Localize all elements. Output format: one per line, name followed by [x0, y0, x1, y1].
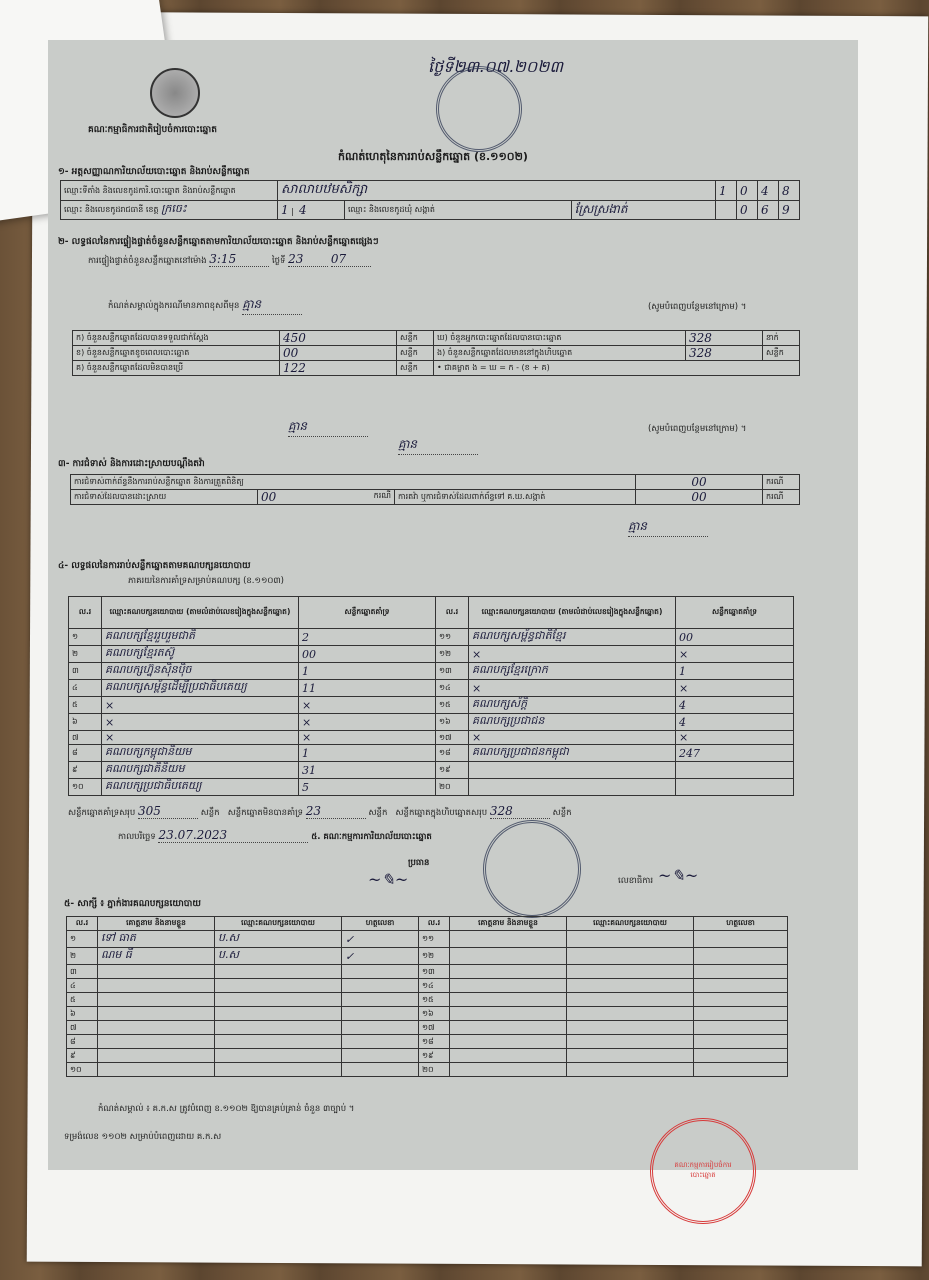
witness-no-right: ១២: [419, 948, 450, 965]
party-votes-left: ×: [299, 697, 436, 714]
party-name-left: គណបក្សខ្មែរតស៊ូ: [102, 646, 299, 663]
witness-sign-right: [694, 1035, 788, 1049]
note2-suffix: (សូមបំពេញបន្ថែមនៅក្រោម) ។: [648, 424, 747, 434]
section3-note: [108, 518, 708, 537]
witness-party-left: [215, 979, 342, 993]
witness-row: [67, 993, 788, 1007]
witness-name-right: [450, 1007, 567, 1021]
note2-line: [108, 418, 368, 437]
witness-name-left: ទៅ ធាត: [98, 931, 215, 948]
chair-signature: ~✎~: [368, 870, 409, 889]
total-box-label: សន្លឹកឆ្នោតក្នុងហិបឆ្នោតសរុប: [395, 808, 488, 818]
witness-party-left: [215, 1049, 342, 1063]
witness-row: [67, 979, 788, 993]
witness-party-right: [567, 993, 694, 1007]
note2-value: គ្មាន: [288, 418, 368, 437]
section4-heading: ៤- លទ្ធផលនៃការរាប់សន្លឹកឆ្នោតតាមគណបក្សនយោបាយ: [58, 561, 251, 571]
witness-name-left: [98, 965, 215, 979]
witness-party-left: [215, 1063, 342, 1077]
party-name-right: [469, 779, 676, 796]
witness-no-left: ៨: [67, 1035, 98, 1049]
witness-name-right: [450, 1035, 567, 1049]
witness-row: [67, 1021, 788, 1035]
party-name-right: [469, 762, 676, 779]
row1-label: ឈ្មោះទីតាំង និងលេខកូដការិ.បោះឆ្នោត និងរាប់សន្លឹកឆ្នោត: [61, 181, 278, 201]
party-name-left: ×: [102, 697, 299, 714]
count-d-unit: នាក់: [763, 331, 800, 346]
party-no-right: ១៦: [436, 714, 469, 731]
count-a-label: ក) ចំនួនសន្លឹកឆ្នោតដែលបានទទួលជាក់ស្តែង: [73, 331, 280, 346]
witness-name-right: [450, 948, 567, 965]
objection-1-value: 00: [636, 475, 763, 490]
objection-2b-label: ការតវ៉ា ឬការជំទាស់ដែលពាក់ព័ន្ធទៅ គ.ឃ.សង្កាត់: [395, 490, 636, 505]
witness-no-left: ៣: [67, 965, 98, 979]
party-no-left: ៦: [69, 714, 102, 731]
total-box: 328: [490, 804, 550, 819]
witness-row: [67, 1035, 788, 1049]
party-no-right: ២០: [436, 779, 469, 796]
party-row: [69, 663, 794, 680]
section2-counts-table: [72, 330, 800, 376]
row2-code-2: 4: [298, 203, 307, 217]
party-no-left: ៣: [69, 663, 102, 680]
party-no-right: ១៧: [436, 731, 469, 745]
party-no-right: ១៩: [436, 762, 469, 779]
witness-no-right: ១៨: [419, 1035, 450, 1049]
party-no-left: ១: [69, 629, 102, 646]
row2-commune-label: ឈ្មោះ និងលេខកូដឃុំ សង្កាត់: [345, 201, 572, 220]
party-no-right: ១៤: [436, 680, 469, 697]
party-votes-left: 2: [299, 629, 436, 646]
witness-party-right: [567, 1063, 694, 1077]
party-name-left: ×: [102, 731, 299, 745]
row2-commune-code-1: 0: [737, 201, 758, 220]
witness-sign-left: [342, 1007, 419, 1021]
party-row: [69, 680, 794, 697]
witness-party-left: ប.ស: [215, 931, 342, 948]
witness-sign-left: [342, 1049, 419, 1063]
section4-sub: ភាគរយនៃការគាំទ្រសម្រាប់គណបក្ស (ខ.១១០៣): [128, 576, 284, 586]
witness-party-right: [567, 1007, 694, 1021]
witness-row: [67, 1063, 788, 1077]
witness-sign-right: [694, 948, 788, 965]
witness-name-left: [98, 1035, 215, 1049]
witness-party-right: [567, 948, 694, 965]
witness-sign-left: [342, 1063, 419, 1077]
party-votes-left: ×: [299, 731, 436, 745]
party-row: [69, 646, 794, 663]
count-b-label: ខ) ចំនួនសន្លឹកឆ្នោតខូចពេលបោះឆ្នោត: [73, 346, 280, 361]
party-votes-left: 31: [299, 762, 436, 779]
witness-party-left: [215, 965, 342, 979]
note3-value: គ្មាន: [398, 436, 478, 455]
party-no-left: ៩: [69, 762, 102, 779]
witness-row: [67, 1049, 788, 1063]
witness-sign-left: [342, 1021, 419, 1035]
objection-1-unit: ករណី: [763, 475, 800, 490]
objection-2-cell: [258, 490, 395, 505]
w-col-no-left: ល.រ: [67, 917, 98, 931]
committee-label: ៥. គណៈកម្មការការិយាល័យបោះឆ្នោត: [311, 832, 432, 842]
witness-no-left: ៥: [67, 993, 98, 1007]
count-b-value: 00: [280, 346, 397, 361]
row2-label-text: ឈ្មោះ និងលេខកូដរាជធានី ខេត្ត: [64, 205, 159, 214]
party-votes-left: 11: [299, 680, 436, 697]
witness-table: [66, 916, 788, 1077]
w-col-no-right: ល.រ: [419, 917, 450, 931]
total-box-unit: សន្លឹក: [552, 808, 572, 818]
witness-name-left: [98, 993, 215, 1007]
witness-name-right: [450, 1063, 567, 1077]
total-valid-label: សន្លឹកឆ្នោតគាំទ្រសរុប: [68, 808, 136, 818]
party-row: [69, 779, 794, 796]
row2-commune: ស្រែស្រងាត់: [571, 201, 715, 220]
party-name-right: ×: [469, 646, 676, 663]
witness-sign-right: [694, 1063, 788, 1077]
party-votes-right: 4: [676, 714, 794, 731]
witness-sign-left: ✓: [342, 931, 419, 948]
col-no-left: ល.រ: [69, 597, 102, 629]
col-votes-left: សន្លឹកឆ្នោតគាំទ្រ: [299, 597, 436, 629]
party-name-right: គណបក្សស័ក្តិ: [469, 697, 676, 714]
witness-row: [67, 931, 788, 948]
count-d-value: 328: [686, 331, 763, 346]
party-no-left: ៨: [69, 745, 102, 762]
org-emblem: [150, 68, 200, 118]
footer: ទម្រង់លេខ ១១០២ សម្រាប់បំពេញដោយ គ.ក.ស: [64, 1132, 222, 1142]
party-no-right: ១៥: [436, 697, 469, 714]
note-line: [108, 296, 302, 315]
witness-no-right: ១៦: [419, 1007, 450, 1021]
party-votes-right: ×: [676, 680, 794, 697]
party-votes-right: [676, 762, 794, 779]
total-invalid-label: សន្លឹកឆ្នោតមិនបានគាំទ្រ: [227, 808, 304, 818]
witness-sign-left: [342, 965, 419, 979]
col-no-right: ល.រ: [436, 597, 469, 629]
form-print: [48, 40, 858, 1170]
footnote: កំណត់សម្គាល់ ៖ គ.ក.ស ត្រូវបំពេញ ខ.១១០២ ឱ្យបានគ្រប់គ្រាន់ ចំនួន ៣ច្បាប់ ។: [98, 1104, 355, 1114]
row2-code-blank: [716, 201, 737, 220]
witness-party-right: [567, 1049, 694, 1063]
count-a-unit: សន្លឹក: [397, 331, 434, 346]
objection-2b-unit: ករណី: [763, 490, 800, 505]
stamp-red-text: គណៈកម្មការរៀបចំការបោះឆ្នោត: [674, 1161, 732, 1179]
witness-sign-right: [694, 1021, 788, 1035]
witness-row: [67, 965, 788, 979]
section1-heading: ១- អត្តសញ្ញាណការិយាល័យបោះឆ្នោត និងរាប់សន្លឹកឆ្នោត: [58, 167, 250, 177]
witness-no-left: ៧: [67, 1021, 98, 1035]
party-votes-left: 1: [299, 745, 436, 762]
party-no-left: ១០: [69, 779, 102, 796]
witness-sign-left: ✓: [342, 948, 419, 965]
witness-no-right: ១៤: [419, 979, 450, 993]
section5-heading: ៥- សាក្សី ៖ ភ្នាក់ងារគណបក្សនយោបាយ: [64, 899, 201, 909]
witness-name-right: [450, 993, 567, 1007]
party-name-right: គណបក្សសម្ព័ន្ធជាតិខ្មែរ: [469, 629, 676, 646]
witness-party-right: [567, 979, 694, 993]
party-no-right: ១១: [436, 629, 469, 646]
party-name-left: គណបក្សហ្វ៊ុនស៊ិនប៉ិច: [102, 663, 299, 680]
date-label: ថ្ងៃទី: [271, 256, 286, 266]
note-suffix: (សូមបំពេញបន្ថែមនៅក្រោម) ។: [648, 302, 747, 312]
witness-sign-right: [694, 931, 788, 948]
party-no-right: ១២: [436, 646, 469, 663]
witness-sign-right: [694, 993, 788, 1007]
party-votes-left: 1: [299, 663, 436, 680]
witness-row: [67, 948, 788, 965]
party-name-right: គណបក្សប្រជាជនកម្ពុជា: [469, 745, 676, 762]
party-row: [69, 731, 794, 745]
witness-party-left: [215, 1021, 342, 1035]
party-rows: [69, 629, 794, 796]
col-party-left: ឈ្មោះគណបក្សនយោបាយ (តាមលំដាប់លេខរៀងក្នុងសន្លឹកឆ្នោត): [102, 597, 299, 629]
row2-code: 1 | 4: [278, 201, 345, 220]
section3-heading: ៣- ការជំទាស់ និងការដោះស្រាយបណ្តឹងតវ៉ា: [58, 459, 205, 469]
row2-label: [61, 201, 278, 220]
party-row: [69, 714, 794, 731]
party-results-table: [68, 596, 794, 796]
section2-heading: ២- លទ្ធផលនៃការផ្ទៀងផ្ទាត់ចំនួនសន្លឹកឆ្នោតតាមការិយាល័យបោះឆ្នោត និងរាប់សន្លឹកឆ្នោតផ្សេងៗ: [58, 237, 379, 247]
total-valid-unit: សន្លឹក: [200, 808, 220, 818]
handwritten-date: ថ្ងៃទី២៣.០៧.២០២៣: [428, 57, 564, 76]
objection-2-label: ការជំទាស់ដែលបានដោះស្រាយ: [71, 490, 258, 505]
note-value: គ្មាន: [242, 296, 302, 315]
form-title: កំណត់ហេតុនៃការរាប់សន្លឹកឆ្នោត (ខ.១១០២): [338, 150, 528, 163]
totals-line: [68, 804, 794, 820]
note-label: កំណត់សម្គាល់ក្នុងករណីមានភាពខុសពីមុន: [108, 301, 240, 311]
party-name-left: គណបក្សជាតិនិយម: [102, 762, 299, 779]
count-c-label: គ) ចំនួនសន្លឹកឆ្នោតដែលមិនបានប្រើ: [73, 361, 280, 376]
witness-sign-right: [694, 979, 788, 993]
date-value: 23: [288, 252, 328, 267]
section3-table: [70, 474, 800, 505]
row1-code-1: 1: [716, 181, 737, 201]
stamp-top: [436, 66, 522, 152]
objection-2-value: 00: [261, 490, 277, 504]
row2-province: ក្រចេះ: [161, 202, 187, 215]
party-name-left: គណបក្សខ្មែររួបរួមជាតិ: [102, 629, 299, 646]
party-name-right: គណបក្សខ្មែរក្រោក: [469, 663, 676, 680]
party-name-left: គណបក្សប្រជាធិបតេយ្យ: [102, 779, 299, 796]
witness-no-right: ១៣: [419, 965, 450, 979]
w-col-name-right: គោត្តនាម និងនាមខ្លួន: [450, 917, 567, 931]
time-label: ការផ្ទៀងផ្ទាត់ចំនួនសន្លឹកឆ្នោតនៅម៉ោង: [88, 256, 207, 266]
objection-2-unit: ករណី: [373, 491, 391, 500]
party-votes-left: 5: [299, 779, 436, 796]
row1-code-2: 0: [737, 181, 758, 201]
witness-name-left: [98, 1021, 215, 1035]
witness-row: [67, 1007, 788, 1021]
row1-value: សាលាបឋមសិក្សា: [278, 181, 716, 201]
count-c-unit: សន្លឹក: [397, 361, 434, 376]
stamp-red: [650, 1118, 756, 1224]
witness-party-right: [567, 931, 694, 948]
witness-party-left: [215, 993, 342, 1007]
party-votes-left: 00: [299, 646, 436, 663]
party-name-right: ×: [469, 680, 676, 697]
section1-table: [60, 180, 800, 220]
witness-sign-right: [694, 1007, 788, 1021]
row1-code-4: 8: [779, 181, 800, 201]
w-col-party-left: ឈ្មោះគណបក្សនយោបាយ: [215, 917, 342, 931]
witness-name-left: [98, 979, 215, 993]
party-row: [69, 745, 794, 762]
witness-rows: [67, 931, 788, 1077]
month-value: 07: [331, 252, 371, 267]
witness-sign-left: [342, 1035, 419, 1049]
party-no-left: ៧: [69, 731, 102, 745]
witness-name-right: [450, 979, 567, 993]
party-votes-right: [676, 779, 794, 796]
row2-commune-code-3: 9: [779, 201, 800, 220]
witness-no-left: ១: [67, 931, 98, 948]
count-c-value: 122: [280, 361, 397, 376]
count-d-label: ឃ) ចំនួនអ្នកបោះឆ្នោតដែលបានបោះឆ្នោត: [434, 331, 686, 346]
w-col-sign-right: ហត្ថលេខា: [694, 917, 788, 931]
count-formula: • ជាគម្លាត ង = ឃ = ក - (ខ + គ): [434, 361, 800, 376]
party-name-left: ×: [102, 714, 299, 731]
party-no-right: ១៣: [436, 663, 469, 680]
witness-name-left: ណម ធី: [98, 948, 215, 965]
row2-code-1: 1: [281, 203, 289, 217]
witness-party-right: [567, 1035, 694, 1049]
count-e-unit: សន្លឹក: [763, 346, 800, 361]
note3-line: [108, 436, 478, 455]
signature-date-line: [118, 828, 432, 844]
party-votes-right: 4: [676, 697, 794, 714]
col-party-right: ឈ្មោះគណបក្សនយោបាយ (តាមលំដាប់លេខរៀងក្នុងសន្លឹកឆ្នោត): [469, 597, 676, 629]
witness-no-right: ២០: [419, 1063, 450, 1077]
witness-no-left: ១០: [67, 1063, 98, 1077]
total-valid: 305: [138, 804, 198, 819]
witness-no-right: ១៥: [419, 993, 450, 1007]
witness-sign-left: [342, 993, 419, 1007]
party-votes-right: 00: [676, 629, 794, 646]
date-label-bottom: កាលបរិច្ឆេទ: [118, 832, 156, 842]
witness-no-left: ៤: [67, 979, 98, 993]
party-name-left: គណបក្សសម្ព័ន្ធដើម្បីប្រជាធិបតេយ្យ: [102, 680, 299, 697]
party-name-right: គណបក្សប្រជាជន: [469, 714, 676, 731]
party-votes-right: ×: [676, 731, 794, 745]
party-row: [69, 629, 794, 646]
party-row: [69, 762, 794, 779]
party-votes-right: 247: [676, 745, 794, 762]
witness-no-left: ៩: [67, 1049, 98, 1063]
witness-party-left: [215, 1035, 342, 1049]
witness-name-left: [98, 1049, 215, 1063]
total-invalid-unit: សន្លឹក: [368, 808, 388, 818]
org-name: គណៈកម្មាធិការជាតិរៀបចំការបោះឆ្នោត: [88, 125, 217, 135]
row2-commune-code-2: 6: [758, 201, 779, 220]
w-col-party-right: ឈ្មោះគណបក្សនយោបាយ: [567, 917, 694, 931]
party-votes-right: ×: [676, 646, 794, 663]
witness-no-right: ១១: [419, 931, 450, 948]
witness-name-right: [450, 1049, 567, 1063]
witness-no-left: ២: [67, 948, 98, 965]
chair-label: ប្រធាន: [408, 858, 430, 868]
party-row: [69, 697, 794, 714]
party-no-left: ២: [69, 646, 102, 663]
section3-note-value: គ្មាន: [628, 518, 708, 537]
witness-name-right: [450, 965, 567, 979]
party-votes-right: 1: [676, 663, 794, 680]
witness-party-left: [215, 1007, 342, 1021]
witness-party-right: [567, 965, 694, 979]
witness-sign-right: [694, 1049, 788, 1063]
secretary-label: លេខាធិការ: [618, 876, 654, 886]
time-value: 3:15: [209, 252, 269, 267]
row1-code-3: 4: [758, 181, 779, 201]
witness-name-left: [98, 1007, 215, 1021]
count-a-value: 450: [280, 331, 397, 346]
col-votes-right: សន្លឹកឆ្នោតគាំទ្រ: [676, 597, 794, 629]
stamp-committee: [483, 820, 581, 918]
witness-sign-left: [342, 979, 419, 993]
party-no-left: ៤: [69, 680, 102, 697]
count-e-value: 328: [686, 346, 763, 361]
objection-2b-value: 00: [636, 490, 763, 505]
party-no-left: ៥: [69, 697, 102, 714]
count-e-label: ង) ចំនួនសន្លឹកឆ្នោតដែលមាននៅក្នុងហិបឆ្នោត: [434, 346, 686, 361]
witness-sign-right: [694, 965, 788, 979]
party-votes-left: ×: [299, 714, 436, 731]
witness-no-right: ១៩: [419, 1049, 450, 1063]
witness-party-left: ប.ស: [215, 948, 342, 965]
witness-name-right: [450, 1021, 567, 1035]
total-invalid: 23: [306, 804, 366, 819]
date-bottom: 23.07.2023: [158, 828, 308, 843]
witness-no-right: ១៧: [419, 1021, 450, 1035]
section2-time-line: [88, 252, 371, 268]
count-b-unit: សន្លឹក: [397, 346, 434, 361]
witness-name-right: [450, 931, 567, 948]
witness-no-left: ៦: [67, 1007, 98, 1021]
objection-1-label: ការជំទាស់ពាក់ព័ន្ធនឹងការរាប់សន្លឹកឆ្នោត និងការត្រួតពិនិត្យ: [71, 475, 636, 490]
w-col-sign-left: ហត្ថលេខា: [342, 917, 419, 931]
w-col-name-left: គោត្តនាម និងនាមខ្លួន: [98, 917, 215, 931]
witness-party-right: [567, 1021, 694, 1035]
party-name-right: ×: [469, 731, 676, 745]
witness-name-left: [98, 1063, 215, 1077]
secretary-signature: ~✎~: [658, 866, 699, 885]
party-name-left: គណបក្សកម្ពុជានិយម: [102, 745, 299, 762]
party-no-right: ១៨: [436, 745, 469, 762]
